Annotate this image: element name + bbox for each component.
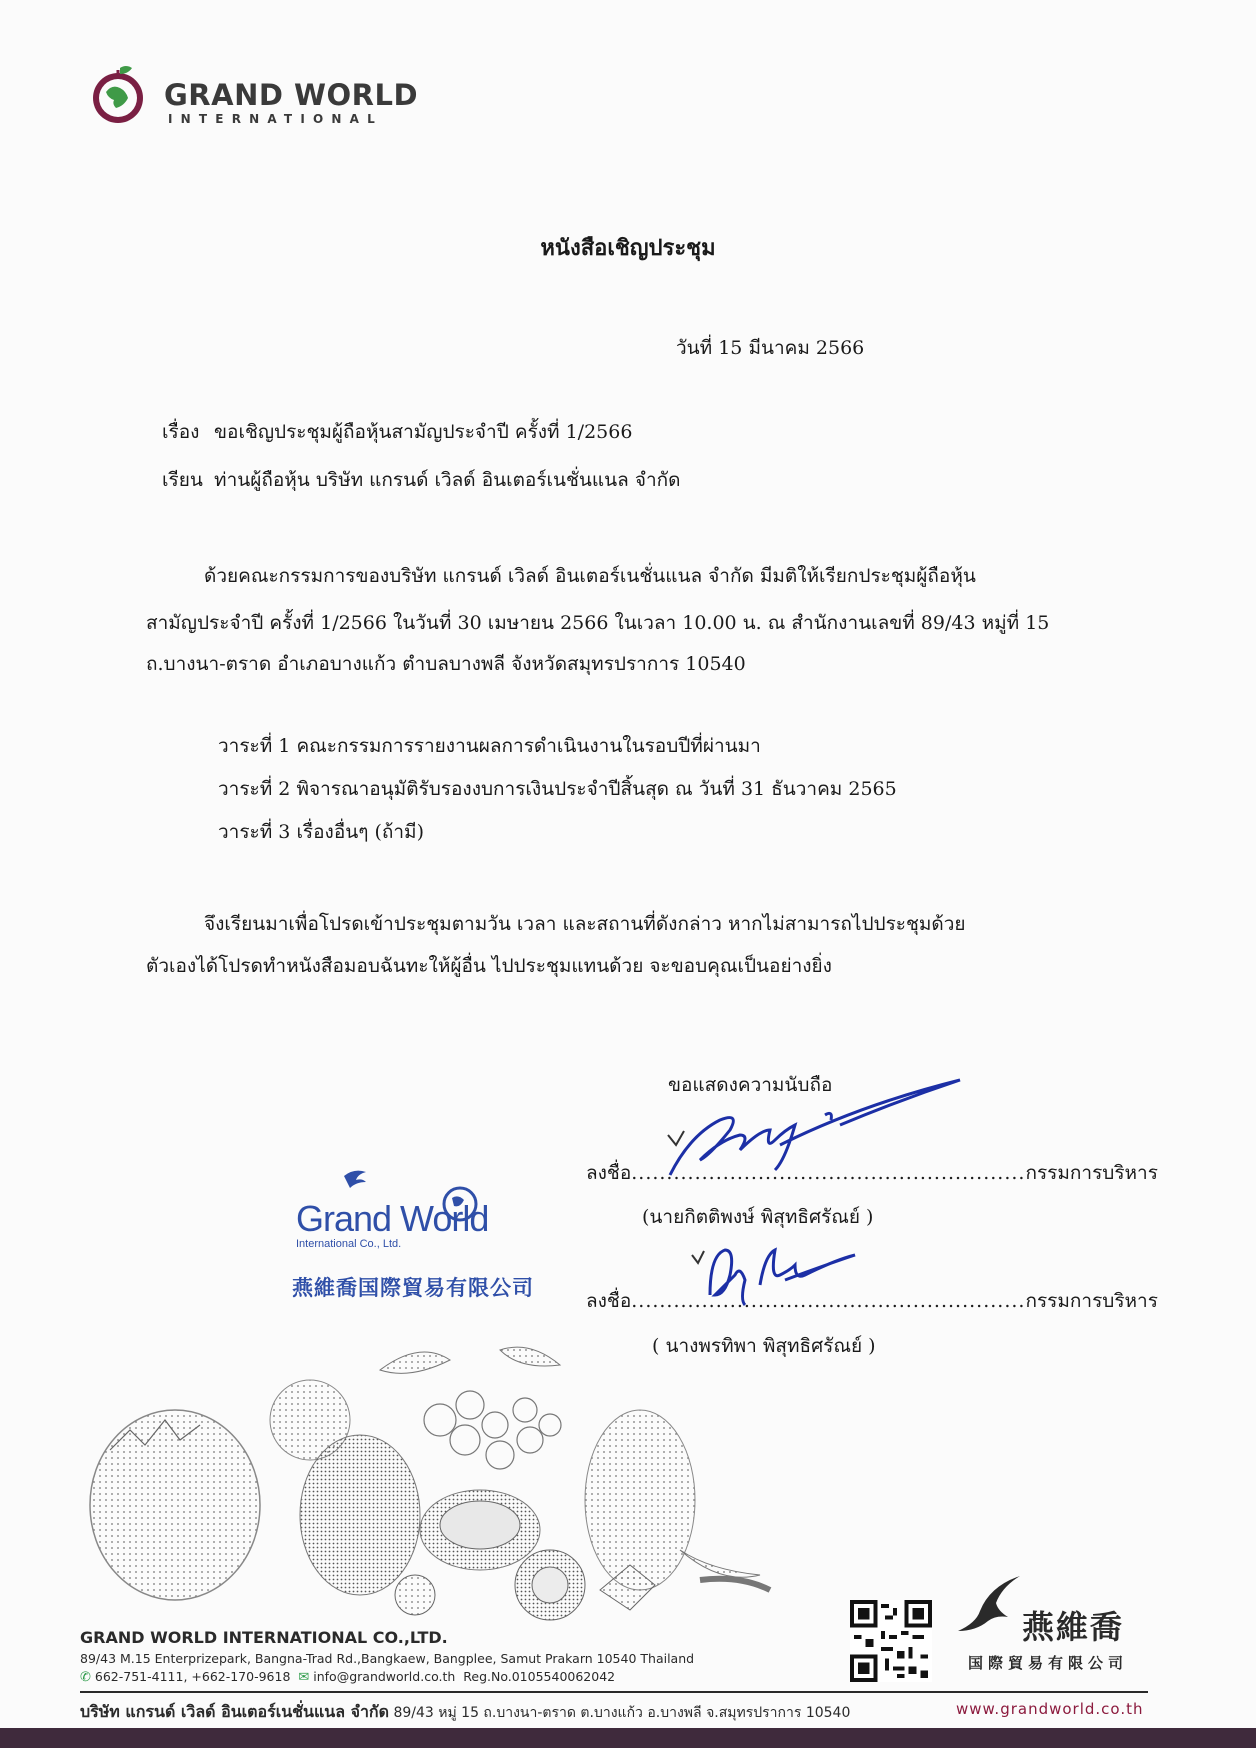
agenda-item: วาระที่ 3 เรื่องอื่นๆ (ถ้ามี) <box>218 821 424 843</box>
stamp-chinese-name: 燕維喬国際貿易有限公司 <box>292 1276 534 1300</box>
recipient-text: ท่านผู้ถือหุ้น บริษัท แกรนด์ เวิลด์ อินเตอร์เนชั่นแนล จำกัด <box>214 469 681 491</box>
stamp-company-subtitle: International Co., Ltd. <box>296 1238 402 1250</box>
footer-divider <box>80 1691 1148 1693</box>
brand-chinese-subtitle: 国際貿易有限公司 <box>968 1654 1129 1672</box>
recipient-label: เรียน <box>162 469 203 491</box>
recipient-row <box>162 467 680 493</box>
body-line: ถ.บางนา-ตราด อำเภอบางแก้ว ตำบลบางพลี จังหวัดสมุทรปราการ 10540 <box>146 653 746 675</box>
swallow-brand-icon <box>950 1568 1030 1638</box>
footer-address: 89/43 M.15 Enterprizepark, Bangna-Trad Rd.,Bangkaew, Bangplee, Samut Prakarn 10540 Thailand <box>80 1651 695 1666</box>
brand-chinese-name: 燕維喬 <box>1022 1608 1125 1646</box>
agenda-item: วาระที่ 2 พิจารณาอนุมัติรับรองงบการเงินประจำปีสิ้นสุด ณ วันที่ 31 ธันวาคม 2565 <box>218 778 897 800</box>
closing-line: จึงเรียนมาเพื่อโปรดเข้าประชุมตามวัน เวลา และสถานที่ดังกล่าว หากไม่สามารถไปประชุมด้วย <box>204 913 966 935</box>
signature-dots: ........................................................ <box>631 1290 1026 1312</box>
body-line: สามัญประจำปี ครั้งที่ 1/2566 ในวันที่ 30 เมษายน 2566 ในเวลา 10.00 น. ณ สำนักงานเลขที่ 89/43 หมู่ที่ 15 <box>146 612 1050 634</box>
handwritten-signature-1 <box>660 1075 970 1185</box>
qr-code-icon[interactable] <box>850 1600 932 1682</box>
footer-thai-address <box>80 1700 850 1725</box>
subject-label: เรื่อง <box>162 421 200 443</box>
stamp-company-name: Grand World <box>296 1198 489 1239</box>
handwritten-signature-2 <box>690 1225 860 1315</box>
regards-text: ขอแสดงความนับถือ <box>668 1074 833 1096</box>
bottom-color-band <box>0 1728 1256 1748</box>
signer-role: กรรมการบริหาร <box>1025 1162 1158 1184</box>
signer-name: (นายกิตติพงษ์ พิสุทธิศรัณย์ ) <box>642 1206 874 1228</box>
subject-text: ขอเชิญประชุมผู้ถือหุ้นสามัญประจำปี ครั้งที่ 1/2566 <box>214 421 633 443</box>
sign-label: ลงชื่อ <box>586 1290 632 1312</box>
closing-line: ตัวเองได้โปรดทำหนังสือมอบฉันทะให้ผู้อื่น ไปประชุมแทนด้วย จะขอบคุณเป็นอย่างยิ่ง <box>146 955 832 977</box>
footer-phone: 662-751-4111, +662-170-9618 <box>94 1669 291 1684</box>
footer-reg-number: Reg.No.0105540062042 <box>463 1669 616 1684</box>
fruit-illustration-icon <box>80 1330 960 1630</box>
globe-apple-logo-icon <box>86 62 150 126</box>
footer-website-link[interactable]: www.grandworld.co.th <box>956 1700 1144 1718</box>
brand-subtitle: INTERNATIONAL <box>168 112 383 126</box>
footer-contact <box>80 1669 615 1685</box>
footer-company-name: GRAND WORLD INTERNATIONAL CO.,LTD. <box>80 1628 448 1647</box>
signature-line <box>586 1288 1158 1314</box>
email-icon: ✉ <box>298 1670 310 1685</box>
phone-icon: ✆ <box>80 1670 91 1685</box>
footer-email[interactable]: info@grandworld.co.th <box>313 1669 456 1684</box>
footer-thai-location: 89/43 หมู่ 15 ถ.บางนา-ตราด ต.บางแก้ว อ.บางพลี จ.สมุทรปราการ 10540 <box>393 1705 851 1721</box>
brand-name: GRAND WORLD <box>164 78 419 112</box>
sign-label: ลงชื่อ <box>586 1162 632 1184</box>
body-line: ด้วยคณะกรรมการของบริษัท แกรนด์ เวิลด์ อินเตอร์เนชั่นแนล จำกัด มีมติให้เรียกประชุมผู้ถือหุ้น <box>204 565 976 587</box>
signature-dots: ........................................................ <box>631 1162 1026 1184</box>
subject-row <box>162 419 632 445</box>
document-date: วันที่ 15 มีนาคม 2566 <box>676 337 865 359</box>
footer-thai-company: บริษัท แกรนด์ เวิลด์ อินเตอร์เนชั่นแนล จำกัด <box>80 1702 389 1721</box>
agenda-item: วาระที่ 1 คณะกรรมการรายงานผลการดำเนินงานในรอบปีที่ผ่านมา <box>218 735 761 757</box>
signer-name: ( นางพรทิพา พิสุทธิศรัณย์ ) <box>652 1335 876 1357</box>
document-title: หนังสือเชิญประชุม <box>540 235 716 261</box>
signer-role: กรรมการบริหาร <box>1025 1290 1158 1312</box>
